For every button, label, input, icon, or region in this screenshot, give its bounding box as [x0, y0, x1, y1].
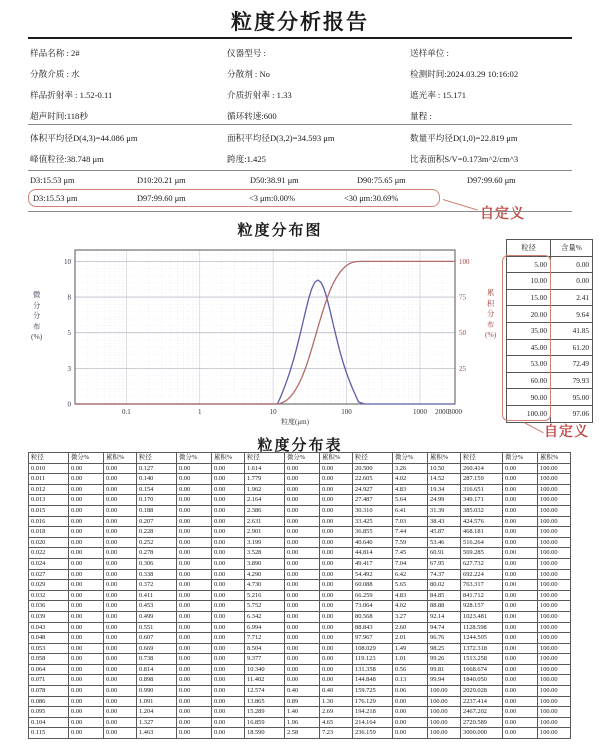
table-row: 0.022 0.00 0.00 0.278 0.00 0.00 3.528 0.00 0.00 44.814 7.45 60.91 569.285 0.00 100.00: [29, 548, 571, 559]
svg-text:5: 5: [67, 329, 71, 338]
svg-text:3000: 3000: [448, 408, 462, 416]
table-row: 0.024 0.00 0.00 0.306 0.00 0.00 3.890 0.00 0.00 49.417 7.04 67.95 627.732 0.00 100.00: [29, 558, 571, 569]
table-header-row: 粒径 含量%: [507, 240, 593, 257]
table-row: 0.029 0.00 0.00 0.372 0.00 0.00 4.730 0.00 0.00 60.088 5.65 80.02 763.317 0.00 100.00: [29, 580, 571, 591]
table-row: 0.095 0.00 0.00 1.204 0.00 0.00 15.289 1.40 2.69 194.218 0.00 100.00 2467.202 0.00 100.00: [29, 707, 571, 718]
info-item: 循环转速:600: [227, 110, 277, 121]
table-row: 0.027 0.00 0.00 0.338 0.00 0.00 4.290 0.00 0.00 54.492 6.42 74.37 692.224 0.00 100.00: [29, 569, 571, 580]
info-item: 送样单位 :: [410, 47, 449, 58]
svg-text:粒度(μm): 粒度(μm): [281, 418, 309, 426]
table-row: 10.00 0.00: [507, 273, 593, 290]
table-row: 0.053 0.00 0.00 0.669 0.00 0.00 8.504 0.00 0.00 108.029 1.49 98.25 1372.318 0.00 100.00: [29, 643, 571, 654]
title-rule: [28, 37, 572, 39]
table-row: 0.016 0.00 0.00 0.207 0.00 0.00 2.631 0.00 0.00 33.425 7.03 38.43 424.576 0.00 100.00: [29, 516, 571, 527]
y-axis-label-differential: 微 分 分 布 (%): [31, 290, 43, 341]
header-info: [30, 42, 575, 126]
table-row: 0.058 0.00 0.00 0.738 0.00 0.00 9.377 0.00 0.00 119.123 1.01 99.26 1513.258 0.00 100.00: [29, 654, 571, 665]
divider: [28, 170, 572, 171]
y-axis-label-cumulative: 累 积 分 布 (%): [485, 288, 497, 339]
table-row: 5.00 0.00: [507, 256, 593, 273]
d-value-item: D97:99.60 μm: [467, 176, 516, 185]
table-row: 45.00 61.20: [507, 339, 593, 356]
table-row: 15.00 2.41: [507, 289, 593, 306]
info-item: 分散介质 : 水: [30, 68, 80, 79]
table-row: 0.086 0.00 0.00 1.091 0.00 0.00 13.865 0.89 1.30 176.129 0.00 100.00 2237.414 0.00 100.00: [29, 696, 571, 707]
annotation-connector-line: [443, 199, 478, 210]
info-item: 量程 :: [410, 110, 432, 121]
table-row: 0.020 0.00 0.00 0.252 0.00 0.00 3.199 0.00 0.00 40.640 7.59 53.46 516.264 0.00 100.00: [29, 537, 571, 548]
custom-value-item: D97:99.60 μm: [137, 193, 186, 203]
table-row: 0.078 0.00 0.00 0.990 0.00 0.00 12.574 0.40 0.40 159.725 0.06 100.00 2029.028 0.00 100.00: [29, 686, 571, 697]
custom-value-item: <30 μm:30.69%: [344, 193, 399, 203]
stats-section: [30, 127, 575, 169]
stat-item: 面积平均径D(3,2)=34.593 μm: [227, 132, 335, 143]
table-row: 53.00 72.49: [507, 356, 593, 373]
info-item: 仪器型号 :: [227, 47, 266, 58]
table-row: 100.00 97.06: [507, 405, 593, 422]
custom-values-highlight-box: [28, 189, 440, 207]
svg-text:25: 25: [459, 364, 466, 373]
stat-item: 跨度:1.425: [227, 153, 266, 164]
custom-annotation: 自定义: [544, 425, 589, 440]
table-row: 20.00 9.64: [507, 306, 593, 323]
svg-text:0: 0: [67, 400, 71, 409]
stat-item: 体积平均径D(4,3)=44.086 μm: [30, 132, 138, 143]
svg-text:2000: 2000: [435, 408, 450, 416]
svg-text:10: 10: [64, 257, 71, 266]
report-title: 粒度分析报告: [231, 10, 369, 34]
custom-value-item: D3:15.53 μm: [33, 193, 78, 203]
info-item: 样品名称 : 2#: [30, 47, 80, 58]
info-item: 检测时间:2024.03.29 10:16:02: [410, 68, 519, 79]
table-row: 0.012 0.00 0.00 0.154 0.00 0.00 1.962 0.00 0.00 24.927 4.83 19.34 316.651 0.00 100.00: [29, 484, 571, 495]
stat-item: 比表面积S/V=0.173m^2/cm^3: [410, 153, 519, 164]
table-row: 90.00 95.00: [507, 389, 593, 406]
annotation-connector-line: [524, 422, 544, 433]
svg-text:50: 50: [459, 329, 466, 338]
table-row: 0.015 0.00 0.00 0.188 0.00 0.00 2.386 0.00 0.00 30.310 6.41 31.39 385.032 0.00 100.00: [29, 505, 571, 516]
info-item: 分散剂 : No: [227, 68, 270, 79]
info-item: 遮光率 : 15.171: [410, 89, 467, 100]
table-row: 0.048 0.00 0.00 0.607 0.00 0.00 7.712 0.00 0.00 97.967 2.01 96.76 1244.505 0.00 100.00: [29, 633, 571, 644]
table-row: 0.010 0.00 0.00 0.127 0.00 0.00 1.614 0.00 0.00 20.500 3.26 10.50 260.414 0.00 100.00: [29, 463, 571, 474]
svg-text:8: 8: [67, 293, 71, 302]
table-row: 0.013 0.00 0.00 0.170 0.00 0.00 2.164 0.00 0.00 27.487 5.64 24.99 349.171 0.00 100.00: [29, 495, 571, 506]
svg-text:10: 10: [269, 408, 277, 416]
d-value-item: D3:15.53 μm: [30, 176, 75, 185]
table-row: 0.064 0.00 0.00 0.814 0.00 0.00 10.340 0.00 0.00 131.358 0.56 99.81 1668.674 0.00 100.00: [29, 664, 571, 675]
info-item: 样品折射率 : 1.52-0.11: [30, 89, 113, 100]
divider: [28, 124, 572, 125]
d-value-item: D90:75.65 μm: [357, 176, 406, 185]
table-row: 0.036 0.00 0.00 0.453 0.00 0.00 5.752 0.00 0.00 73.064 4.02 88.88 928.157 0.00 100.00: [29, 601, 571, 612]
table-row: 0.115 0.00 0.00 1.463 0.00 0.00 18.590 2.58 7.23 236.159 0.00 100.00 3000.000 0.00 100.00: [29, 728, 571, 739]
custom-column-highlight-box: [502, 255, 551, 421]
svg-text:0.1: 0.1: [121, 408, 131, 416]
svg-text:3: 3: [67, 364, 71, 373]
particle-size-distribution-table: [28, 452, 571, 739]
custom-annotation: 自定义: [480, 207, 525, 222]
chart-title: 粒度分布图: [237, 223, 323, 239]
table-row: 0.032 0.00 0.00 0.411 0.00 0.00 5.216 0.00 0.00 66.259 4.83 84.85 841.712 0.00 100.00: [29, 590, 571, 601]
d-value-item: D10:20.21 μm: [137, 176, 186, 185]
info-item: 介质折射率 : 1.33: [227, 89, 292, 100]
table-row: 0.018 0.00 0.00 0.228 0.00 0.00 2.901 0.00 0.00 36.855 7.44 45.87 468.181 0.00 100.00: [29, 527, 571, 538]
svg-text:1000: 1000: [412, 408, 427, 416]
stat-item: 数量平均径D(1,0)=22.819 μm: [410, 132, 518, 143]
table-row: 0.011 0.00 0.00 0.140 0.00 0.00 1.779 0.00 0.00 22.605 4.02 14.52 287.159 0.00 100.00: [29, 474, 571, 485]
table-row: 0.104 0.00 0.00 1.327 0.00 0.00 16.859 1.96 4.65 214.164 0.00 100.00 2720.589 0.00 100.00: [29, 717, 571, 728]
table-row: 0.071 0.00 0.00 0.898 0.00 0.00 11.402 0.00 0.00 144.848 0.13 99.94 1840.050 0.00 100.00: [29, 675, 571, 686]
table-row: 60.00 79.93: [507, 372, 593, 389]
svg-text:100: 100: [459, 257, 470, 266]
svg-text:1: 1: [197, 408, 202, 416]
svg-text:75: 75: [459, 293, 466, 302]
divider: [28, 211, 572, 212]
table-row: 35.00 41.85: [507, 322, 593, 339]
svg-text:100: 100: [341, 408, 352, 416]
table-title: 粒度分布表: [257, 438, 343, 454]
chart-region: [0, 236, 600, 440]
custom-value-item: <3 μm:0.00%: [249, 193, 295, 203]
d-values-row: [30, 173, 575, 188]
table-row: 0.039 0.00 0.00 0.499 0.00 0.00 6.342 0.00 0.00 80.568 3.27 92.14 1023.481 0.00 100.00: [29, 611, 571, 622]
stat-item: 峰值粒径:38.748 μm: [30, 153, 104, 164]
table-header-row: 粒径 微分% 累积% 粒径 微分% 累积% 粒径 微分% 累积% 粒径 微分% 累积% 粒径 微分% 累积%: [29, 453, 571, 464]
particle-size-distribution-chart: [0, 236, 500, 436]
info-item: 超声时间:118秒: [30, 110, 88, 121]
d-value-item: D50:38.91 μm: [250, 176, 299, 185]
table-row: 0.043 0.00 0.00 0.551 0.00 0.00 6.994 0.00 0.00 88.843 2.60 94.74 1128.598 0.00 100.00: [29, 622, 571, 633]
